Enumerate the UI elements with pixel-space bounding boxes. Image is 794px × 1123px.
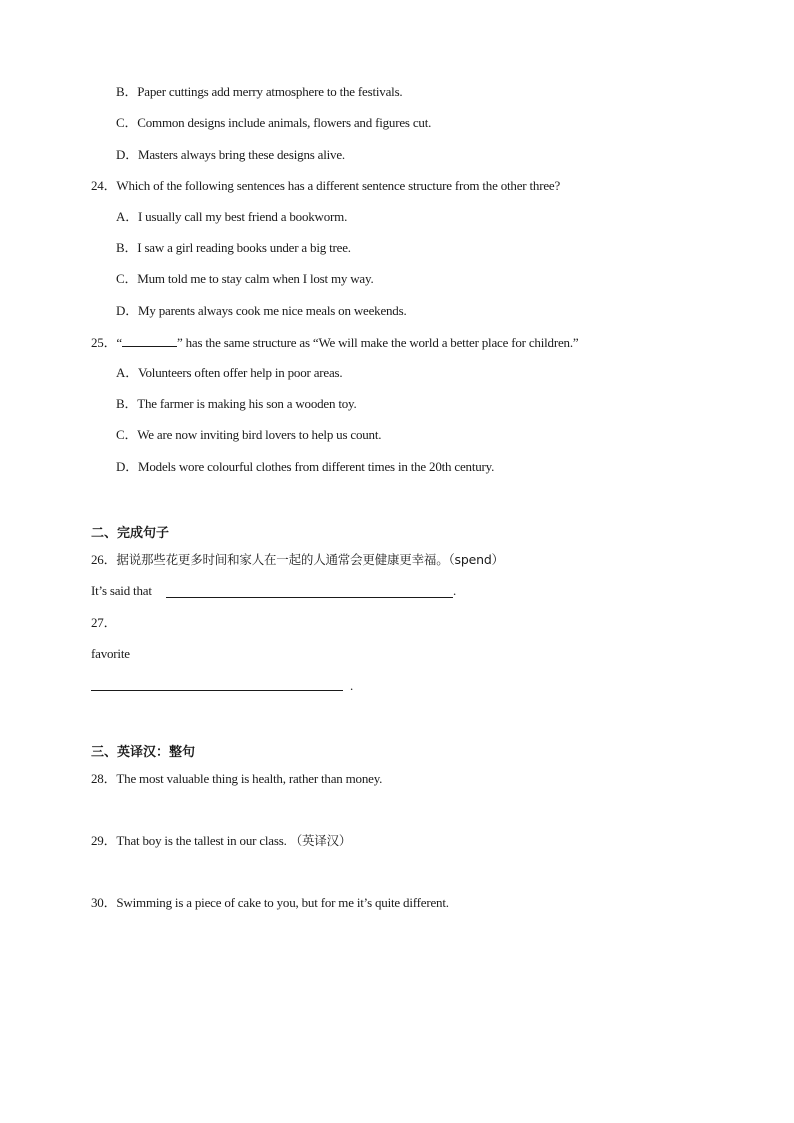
q25-stem [91, 334, 578, 351]
q27-number: 27． [91, 615, 117, 630]
q24-option-a: A．I usually call my best friend a bookworm. [116, 209, 348, 224]
q25-option-c: C．We are now inviting bird lovers to help us count. [116, 427, 382, 442]
q25-stem-prefix: 25．“ [91, 335, 122, 350]
q29-text [91, 833, 351, 849]
q29-chinese-note: （英译汉） [289, 833, 352, 848]
q24-option-b: B．I saw a girl reading books under a big tree. [116, 240, 351, 255]
q27-answer-suffix: . [350, 678, 354, 693]
q24-option-d: D．My parents always cook me nice meals on weekends. [116, 303, 407, 318]
q30-text: 30．Swimming is a piece of cake to you, but for me it’s quite different. [91, 895, 449, 910]
q25-option-b: B．The farmer is making his son a wooden toy. [116, 396, 357, 411]
q26-number: 26． [91, 552, 117, 567]
q24-option-c: C．Mum told me to stay calm when I lost my way. [116, 271, 374, 286]
q26-answer-prefix: It’s said that [91, 583, 152, 598]
q23-option-c: C．Common designs include animals, flowers and figures cut. [116, 115, 432, 130]
q26-stem [91, 552, 504, 568]
q27-word: favorite [91, 646, 130, 661]
section-2-title: 二、完成句子 [91, 526, 170, 541]
q25-stem-suffix: ” has the same structure as “We will make the world a better place for children.” [176, 335, 579, 350]
q26-answer-suffix: . [453, 583, 457, 598]
q25-option-d: D．Models wore colourful clothes from different times in the 20th century. [116, 459, 495, 474]
q24-stem: 24．Which of the following sentences has a different sentence structure from the other three? [91, 178, 561, 193]
q26-chinese-text: 据说那些花更多时间和家人在一起的人通常会更健康更幸福。（spend） [116, 552, 504, 567]
section-3-title: 三、英译汉：整句 [91, 745, 196, 760]
q26-answer-line[interactable] [166, 597, 453, 598]
q27-answer-line[interactable] [91, 690, 343, 691]
q29-english: 29．That boy is the tallest in our class. [91, 833, 290, 848]
q28-text: 28．The most valuable thing is health, rather than money. [91, 771, 383, 786]
q25-blank[interactable] [122, 334, 177, 347]
q23-option-b: B．Paper cuttings add merry atmosphere to the festivals. [116, 84, 403, 99]
q25-option-a: A．Volunteers often offer help in poor areas. [116, 365, 343, 380]
q23-option-d: D．Masters always bring these designs alive. [116, 147, 345, 162]
